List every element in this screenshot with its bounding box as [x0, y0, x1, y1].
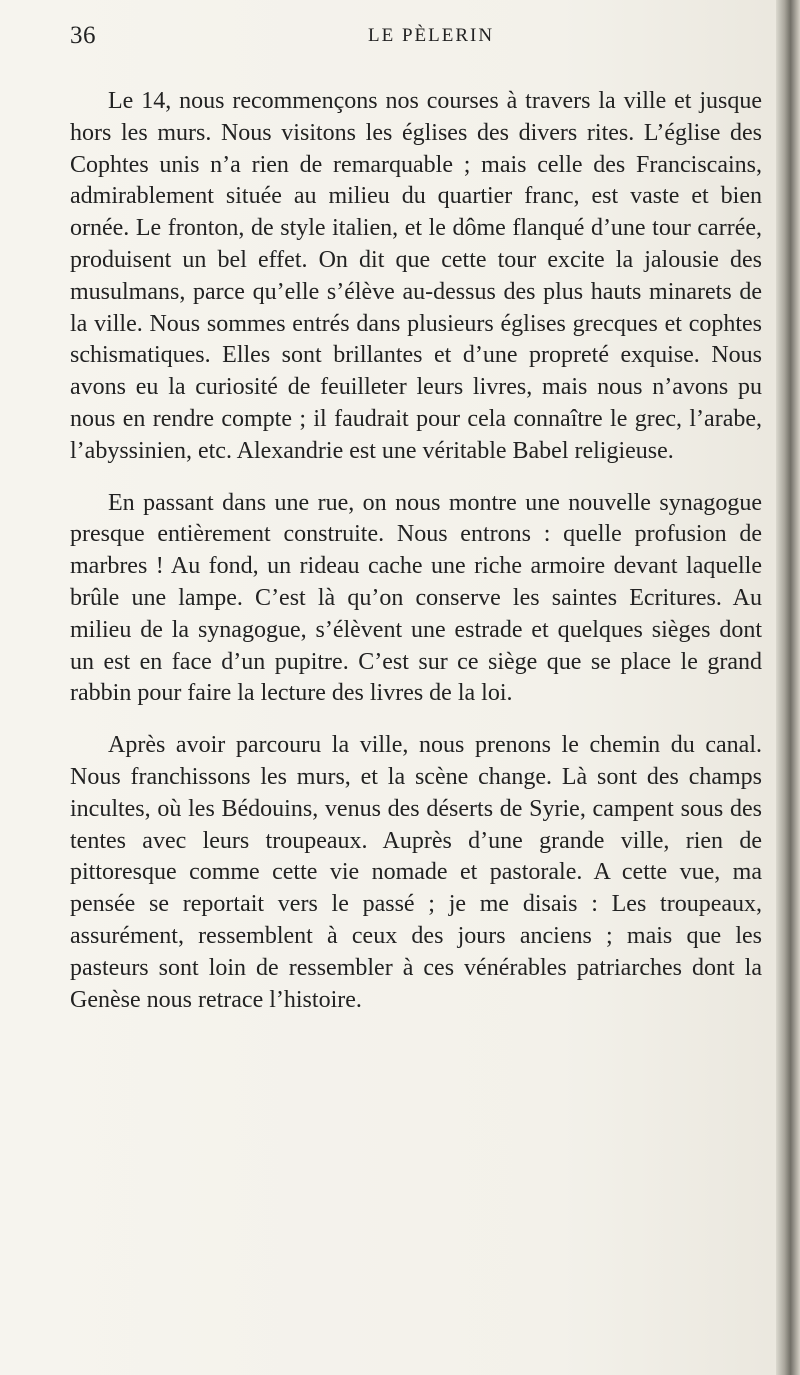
page-number: 36	[70, 22, 96, 49]
paragraph: En passant dans une rue, on nous montre une nouvelle synagogue presque entièrement construite. Nous entrons : quelle profusion de marbres ! Au fond, un rideau cache une riche armoire devant laquelle brûle une lampe. C’est là qu’on conserve les saintes Ecritures. Au milieu de la synagogue, s’élèvent une estrade et quelques sièges dont un est en face d’un pupitre. C’est sur ce siège que se place le grand rabbin pour faire la lecture des livres de la loi.	[70, 489, 762, 707]
page-header	[70, 22, 750, 58]
running-title: LE PÈLERIN	[368, 25, 495, 46]
paragraph: Après avoir parcouru la ville, nous prenons le chemin du canal. Nous franchissons les murs, et la scène change. Là sont des champs incultes, où les Bédouins, venus des déserts de Syrie, campent sous des tentes avec leurs troupeaux. Auprès d’une grande ville, rien de pittoresque comme cette vie nomade et pastorale. A cette vue, ma pensée se reportait vers le passé ; je me disais : Les troupeaux, assurément, ressemblent à ceux des jours anciens ; mais que les pasteurs sont loin de ressembler à ces vénérables patriarches dont la Genèse nous retrace l’histoire.	[70, 732, 762, 1013]
body-text	[70, 86, 762, 1036]
paragraph: Le 14, nous recommençons nos courses à travers la ville et jusque hors les murs. Nous visitons les églises des divers rites. L’église des Cophtes unis n’a rien de remarquable ; mais celle des Franciscains, admirablement située au milieu du quartier franc, est vaste et bien ornée. Le fronton, de style italien, et le dôme flanqué d’une tour carrée, produisent un bel effet. On dit que cette tour excite la jalousie des musulmans, parce qu’elle s’élève au-dessus des plus hauts minarets de la ville. Nous sommes entrés dans plusieurs églises grecques et cophtes schismatiques. Elles sont brillantes et d’une propreté exquise. Nous avons eu la curiosité de feuilleter leurs livres, mais nous n’avons pu nous en rendre compte ; il faudrait pour cela connaître le grec, l’arabe, l’abyssinien, etc. Alexandrie est une véritable Babel religieuse.	[70, 88, 762, 464]
page-edge-shadow	[776, 0, 800, 1375]
